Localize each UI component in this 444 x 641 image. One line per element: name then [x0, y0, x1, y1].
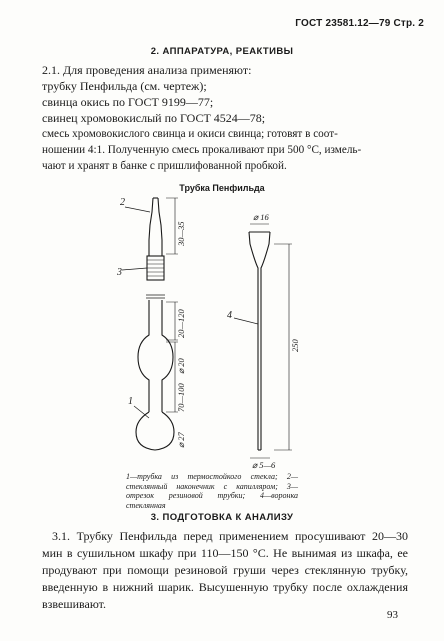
- label-4: 4: [227, 310, 232, 321]
- dim-phi-16: ⌀ 16: [253, 212, 269, 222]
- dim-phi-5-6: ⌀ 5—6: [252, 460, 276, 470]
- text-line-mixture: смесь хромовокислого свинца и окиси свинца; готовят в соот-: [42, 128, 338, 140]
- text-line-2-1: 2.1. Для проведения анализа применяют:: [42, 63, 252, 77]
- label-2: 2: [120, 197, 125, 208]
- dim-250: 250: [290, 339, 300, 352]
- text-line-lead-chromate: свинец хромовокислый по ГОСТ 4524—78;: [42, 111, 266, 125]
- dim-70-100: 70—100: [176, 383, 186, 412]
- label-3: 3: [117, 267, 122, 278]
- page-number: 93: [387, 609, 398, 621]
- dim-phi-27: ⌀ 27: [176, 432, 186, 448]
- label-1: 1: [128, 396, 133, 407]
- text-line-ratio: ношении 4:1. Полученную смесь прокаливают при 500 °С, измель-: [42, 144, 362, 156]
- page-header: ГОСТ 23581.12—79 Стр. 2: [295, 18, 424, 29]
- dim-phi-20: ⌀ 20: [176, 358, 186, 374]
- section-title-preparation: 3. ПОДГОТОВКА К АНАЛИЗУ: [150, 512, 294, 523]
- text-line-storage: чают и хранят в банке с пришлифованной пробкой.: [42, 160, 287, 172]
- paragraph-3-1: 3.1. Трубку Пенфильда перед применением просушивают 20—30 мин в сушильном шкафу при 110—150 °С. Не вынимая из шкафа, ее продувают при помощи резиновой груши через стеклянную трубку, введенную в нижний шарик. Высушенную трубку после охлаждения взвешивают.: [42, 529, 408, 611]
- section-title-apparatus: 2. АППАРАТУРА, РЕАКТИВЫ: [150, 46, 294, 57]
- dim-20-120: 20—120: [176, 309, 186, 338]
- dim-30-35: 30—35: [176, 221, 186, 246]
- figure-caption: 1—трубка из термостойкого стекла; 2—стеклянный наконечник с капилляром; 3—отрезок резиновой трубки; 4—воронка стеклянная: [126, 472, 298, 510]
- text-line-lead-oxide: свинца окись по ГОСТ 9199—77;: [42, 95, 214, 109]
- figure-title: Трубка Пенфильда: [179, 183, 265, 193]
- text-line-penfield: трубку Пенфильда (см. чертеж);: [42, 79, 207, 93]
